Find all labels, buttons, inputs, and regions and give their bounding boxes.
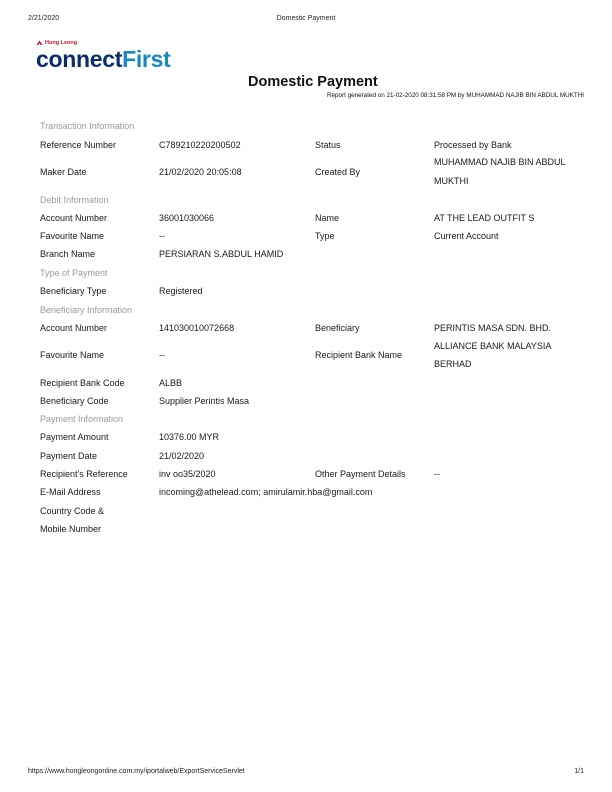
branch-name-value: PERSIARAN S.ABDUL HAMID bbox=[159, 249, 284, 259]
country-code-mobile-label-line2: Mobile Number bbox=[40, 524, 102, 534]
created-by-value-line2: MUKTHI bbox=[434, 176, 469, 186]
payment-date-label: Payment Date bbox=[40, 451, 98, 461]
logo-brand-text: Hong Leong bbox=[45, 40, 78, 46]
email-address-label: E-Mail Address bbox=[40, 487, 101, 497]
debit-name-value: AT THE LEAD OUTFIT S bbox=[434, 213, 535, 223]
beneficiary-code-label: Beneficiary Code bbox=[40, 396, 109, 406]
recipient-bank-name-label: Recipient Bank Name bbox=[315, 350, 403, 360]
maker-date-value: 21/02/2020 20:05:08 bbox=[159, 167, 242, 177]
section-debit-information: Debit Information bbox=[40, 195, 109, 205]
section-type-of-payment: Type of Payment bbox=[40, 268, 108, 278]
country-code-mobile-label-line1: Country Code & bbox=[40, 506, 105, 516]
debit-favourite-name-label: Favourite Name bbox=[40, 231, 105, 241]
recipient-reference-label: Recipient's Reference bbox=[40, 469, 128, 479]
section-transaction-information: Transaction Information bbox=[40, 121, 135, 131]
section-beneficiary-information: Beneficiary Information bbox=[40, 305, 133, 315]
report-generated-text: Report generated on 21-02-2020 08:31:58 PM by MUHAMMAD NAJIB BIN ABDUL MUKTHI bbox=[327, 92, 584, 99]
created-by-label: Created By bbox=[315, 167, 361, 177]
payment-date-value: 21/02/2020 bbox=[159, 451, 205, 461]
debit-account-number-label: Account Number bbox=[40, 213, 108, 223]
logo-word-first: First bbox=[122, 46, 171, 72]
beneficiary-code-value: Supplier Perintis Masa bbox=[159, 396, 250, 406]
beneficiary-label: Beneficiary bbox=[315, 323, 360, 333]
document-title: Domestic Payment bbox=[248, 74, 378, 90]
payment-amount-label: Payment Amount bbox=[40, 432, 109, 442]
recipient-reference-value: inv oo35/2020 bbox=[159, 469, 216, 479]
status-label: Status bbox=[315, 140, 341, 150]
debit-name-label: Name bbox=[315, 213, 340, 223]
recipient-bank-name-value-line2: BERHAD bbox=[434, 359, 472, 369]
beneficiary-favourite-name-label: Favourite Name bbox=[40, 350, 105, 360]
beneficiary-type-label: Beneficiary Type bbox=[40, 286, 107, 296]
print-footer-url: https://www.hongleongonline.com.my/iportalweb/ExportServiceServlet bbox=[28, 768, 245, 775]
recipient-bank-code-label: Recipient Bank Code bbox=[40, 378, 125, 388]
status-value: Processed by Bank bbox=[434, 140, 512, 150]
print-footer-page-number: 1/1 bbox=[574, 768, 584, 775]
beneficiary-favourite-name-value: -- bbox=[159, 350, 165, 360]
branch-name-label: Branch Name bbox=[40, 249, 96, 259]
hong-leong-connect-first-logo bbox=[36, 40, 170, 71]
beneficiary-value: PERINTIS MASA SDN. BHD. bbox=[434, 323, 552, 333]
print-date: 2/21/2020 bbox=[28, 15, 60, 22]
debit-type-value: Current Account bbox=[434, 231, 499, 241]
beneficiary-account-number-label: Account Number bbox=[40, 323, 108, 333]
beneficiary-type-value: Registered bbox=[159, 286, 203, 296]
debit-type-label: Type bbox=[315, 231, 335, 241]
other-payment-details-label: Other Payment Details bbox=[315, 469, 406, 479]
other-payment-details-value: -- bbox=[434, 469, 440, 479]
recipient-bank-name-value-line1: ALLIANCE BANK MALAYSIA bbox=[434, 341, 552, 351]
beneficiary-account-number-value: 14103001007266​8 bbox=[159, 323, 235, 333]
reference-number-value: C789210220200502 bbox=[159, 140, 241, 150]
maker-date-label: Maker Date bbox=[40, 167, 87, 177]
logo-wordmark bbox=[36, 47, 170, 71]
debit-account-number-value: 36001030066 bbox=[159, 213, 215, 223]
payment-amount-value: 10376.00 MYR bbox=[159, 432, 220, 442]
email-address-value: incoming@athelead.com; amirulamir.hba@gmail.com bbox=[159, 487, 373, 497]
reference-number-label: Reference Number bbox=[40, 140, 117, 150]
created-by-value-line1: MUHAMMAD NAJIB BIN ABDUL bbox=[434, 157, 566, 167]
print-header-title: Domestic Payment bbox=[276, 15, 336, 22]
recipient-bank-code-value: ALBB bbox=[159, 378, 183, 388]
logo-word-connect: connect bbox=[36, 46, 123, 72]
debit-favourite-name-value: -- bbox=[159, 231, 165, 241]
section-payment-information: Payment Information bbox=[40, 414, 124, 424]
